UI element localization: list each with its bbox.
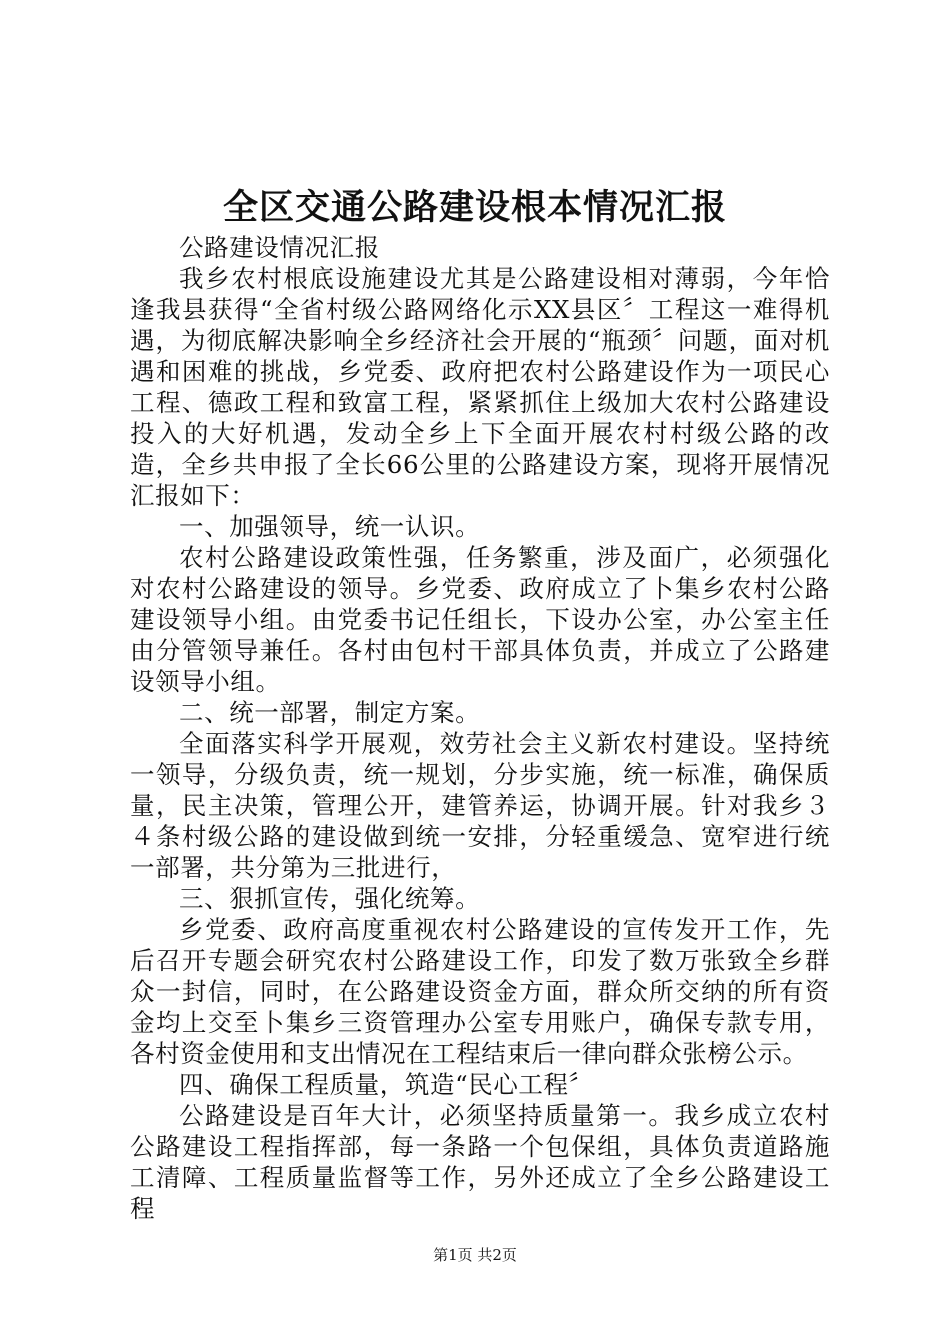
document-body — [130, 232, 830, 1224]
section-heading: 二、统一部署，制定方案。 — [179, 698, 481, 727]
paragraph: 全面落实科学开展观，效劳社会主义新农村建设。坚持统一领导，分级负责，统一规划，分步实施，统一标准，确保质量，民主决策，管理公开，建管养运，协调开展。针对我乡３４条村级公路的建设做到统一安排，分轻重缓急、宽窄进行统一部署，共分第为三批进行， — [130, 729, 830, 882]
paragraph: 我乡农村根底设施建设尤其是公路建设相对薄弱，今年恰逢我县获得“全省村级公路网络化示XX县区〞工程这一难得机遇，为彻底解决影响全乡经济社会开展的“瓶颈〞问题，面对机遇和困难的挑战，乡党委、政府把农村公路建设作为一项民心工程、德政工程和致富工程，紧紧抓住上级加大农村公路建设投入的大好机遇，发动全乡上下全面开展农村村级公路的改造，全乡共申报了全长66公里的公路建设方案，现将开展情况汇报如下： — [130, 264, 830, 510]
document-title: 全区交通公路建设根本情况汇报 — [222, 187, 727, 228]
paragraph: 公路建设情况汇报 — [179, 233, 380, 262]
page-footer: 第1页 共2页 — [433, 1246, 517, 1264]
paragraph: 乡党委、政府高度重视农村公路建设的宣传发开工作，先后召开专题会研究农村公路建设工作，印发了数万张致全乡群众一封信，同时，在公路建设资金方面，群众所交纳的所有资金均上交至卜集乡三资管理办公室专用账户，确保专款专用，各村资金使用和支出情况在工程结束后一律向群众张榜公示。 — [130, 915, 830, 1068]
section-heading: 三、狠抓宣传，强化统筹。 — [179, 884, 481, 913]
section-heading: 一、加强领导，统一认识。 — [179, 512, 481, 541]
section-heading: 四、确保工程质量，筑造“民心工程〞 — [179, 1070, 594, 1099]
paragraph: 公路建设是百年大计，必须坚持质量第一。我乡成立农村公路建设工程指挥部，每一条路一个包保组，具体负责道路施工清障、工程质量监督等工作，另外还成立了全乡公路建设工程 — [130, 1101, 830, 1223]
paragraph: 农村公路建设政策性强，任务繁重，涉及面广，必须强化对农村公路建设的领导。乡党委、政府成立了卜集乡农村公路建设领导小组。由党委书记任组长，下设办公室，办公室主任由分管领导兼任。各村由包村干部具体负责，并成立了公路建设领导小组。 — [130, 543, 830, 696]
